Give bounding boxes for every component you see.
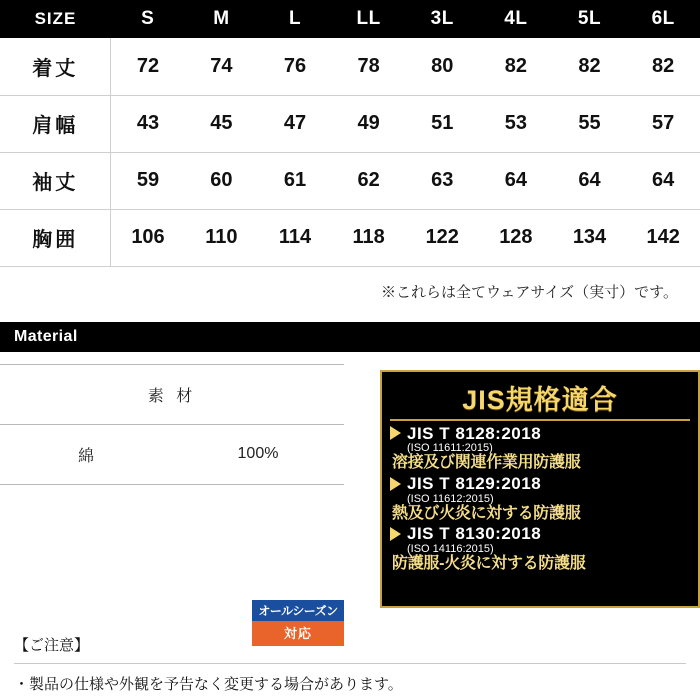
jis-standard-row [390,525,690,543]
jis-standard-code: JIS T 8128:2018 [407,423,542,443]
jis-item-3 [390,525,690,573]
cell: 45 [185,95,259,152]
cell: 122 [405,209,479,266]
jis-iso-code: (ISO 14116:2015) [407,543,494,555]
cell: 63 [405,152,479,209]
cell: 142 [626,209,700,266]
cell: 80 [405,38,479,95]
table-row [0,424,344,484]
cell: 82 [626,38,700,95]
material-header-label: 素 材 [0,364,344,424]
jis-description: 熱及び火炎に対する防護服 [392,504,581,522]
material-header-row [0,364,344,424]
cell: 51 [405,95,479,152]
table-row [0,209,700,266]
cell: 134 [553,209,627,266]
jis-standard-row [390,475,690,493]
jis-panel-title: JIS規格適合 [390,378,690,421]
cell: 59 [111,152,185,209]
caution-title: 【ご注意】 [14,637,90,654]
table-row [0,95,700,152]
caution-section [0,634,700,700]
cell: 64 [553,152,627,209]
jis-description: 防護服-火炎に対する防護服 [392,555,586,573]
cell: 72 [111,38,185,95]
cell: 74 [185,38,259,95]
row-label-kyoui: 胸囲 [0,209,111,266]
jis-standard-code: JIS T 8130:2018 [407,524,542,544]
cell: 64 [479,152,553,209]
row-label-sodetake: 袖丈 [0,152,111,209]
cell: 53 [479,95,553,152]
material-section-header: Material [0,322,700,352]
all-season-badge-top: オールシーズン [252,600,344,621]
material-table [0,364,344,485]
cell: 78 [332,38,406,95]
triangle-bullet-icon [390,426,401,440]
material-and-certification-area [0,352,700,608]
cell: 57 [626,95,700,152]
size-table-note: ※これらは全てウェアサイズ（実寸）です。 [380,283,678,301]
caution-text: ・製品の仕様や外観を予告なく変更する場合があります。 [14,676,403,693]
size-table [0,0,700,267]
material-ratio: 100% [172,424,344,484]
cell: 118 [332,209,406,266]
table-row [0,38,700,95]
size-header-5l: 5L [553,0,627,38]
triangle-bullet-icon [390,477,401,491]
cell: 43 [111,95,185,152]
row-label-kitake: 着丈 [0,38,111,95]
triangle-bullet-icon [390,527,401,541]
size-header-size: SIZE [0,0,111,38]
table-row [0,152,700,209]
jis-certification-panel [380,370,700,608]
row-label-katahaba: 肩幅 [0,95,111,152]
cell: 82 [553,38,627,95]
cell: 55 [553,95,627,152]
cell: 110 [185,209,259,266]
jis-standard-code: JIS T 8129:2018 [407,473,542,493]
cell: 114 [258,209,332,266]
cell: 49 [332,95,406,152]
jis-item-1 [390,425,690,473]
cell: 62 [332,152,406,209]
size-header-3l: 3L [405,0,479,38]
size-header-6l: 6L [626,0,700,38]
jis-iso-code: (ISO 11611:2015) [407,442,493,455]
size-header-ll: LL [332,0,406,38]
size-header-l: L [258,0,332,38]
divider [14,663,686,664]
jis-description: 溶接及び関連作業用防護服 [392,454,581,472]
cell: 64 [626,152,700,209]
cell: 60 [185,152,259,209]
size-table-header-row [0,0,700,38]
jis-standard-row [390,425,690,443]
cell: 106 [111,209,185,266]
size-header-m: M [185,0,259,38]
material-name: 綿 [0,424,172,484]
all-season-badge-bottom: 対応 [252,621,344,646]
size-table-head [0,0,700,38]
size-header-s: S [111,0,185,38]
size-header-4l: 4L [479,0,553,38]
cell: 47 [258,95,332,152]
cell: 61 [258,152,332,209]
jis-item-2 [390,475,690,523]
size-table-body [0,38,700,266]
cell: 82 [479,38,553,95]
cell: 128 [479,209,553,266]
cell: 76 [258,38,332,95]
jis-iso-code: (ISO 11612:2015) [407,492,494,505]
